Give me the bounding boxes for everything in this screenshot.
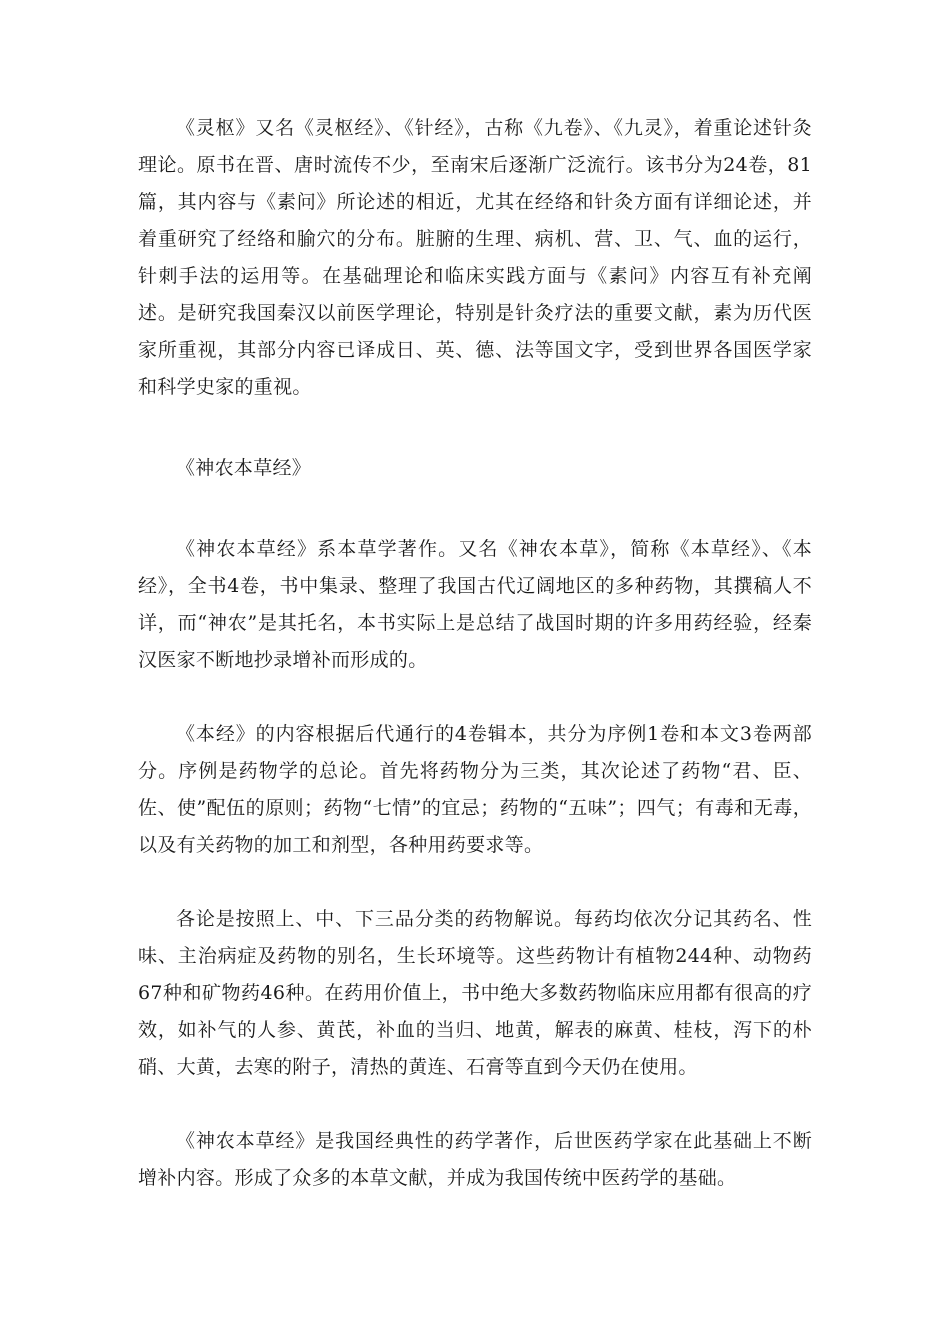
paragraph-lingshu: 《灵枢》又名《灵枢经》、《针经》，古称《九卷》、《九灵》，着重论述针灸理论。原书在晋、唐时流传不少，至南宋后逐渐广泛流行。该书分为24卷，81篇，其内容与《素问》所论述的相近，尤其在经络和针灸方面有详细论述，并着重研究了经络和腧穴的分布。脏腑的生理、病机、营、卫、气、血的运行，针刺手法的运用等。在基础理论和临床实践方面与《素问》内容互有补充阐述。是研究我国秦汉以前医学理论，特别是针灸疗法的重要文献，素为历代医家所重视，其部分内容已译成日、英、德、法等国文字，受到世界各国医学家和科学史家的重视。	[138, 117, 812, 398]
paragraph-conclusion: 《神农本草经》是我国经典性的药学著作，后世医药学家在此基础上不断增补内容。形成了众多的本草文献，并成为我国传统中医药学的基础。	[138, 1130, 812, 1189]
paragraph-gelun: 各论是按照上、中、下三品分类的药物解说。每药均依次分记其药名、性味、主治病症及药物的别名，生长环境等。这些药物计有植物244种、动物药67种和矿物药46种。在药用价值上，书中绝大多数药物临床应用都有很高的疗效，如补气的人参、黄芪，补血的当归、地黄，解表的麻黄、桂枝，泻下的朴硝、大黄，去寒的附子，清热的黄连、石膏等直到今天仍在使用。	[138, 908, 812, 1078]
section-heading-shennong: 《神农本草经》	[176, 457, 312, 479]
paragraph-shennong-intro: 《神农本草经》系本草学著作。又名《神农本草》，简称《本草经》、《本经》，全书4卷，书中集录、整理了我国古代辽阔地区的多种药物，其撰稿人不详，而“神农”是其托名，本书实际上是总结了战国时期的许多用药经验，经秦汉医家不断地抄录增补而形成的。	[138, 538, 812, 671]
paragraph-benjing-content: 《本经》的内容根据后代通行的4卷辑本，共分为序例1卷和本文3卷两部分。序例是药物学的总论。首先将药物分为三类，其次论述了药物“君、臣、佐、使”配伍的原则；药物“七情”的宜忌；药物的“五味”；四气；有毒和无毒，以及有关药物的加工和剂型，各种用药要求等。	[138, 723, 812, 856]
